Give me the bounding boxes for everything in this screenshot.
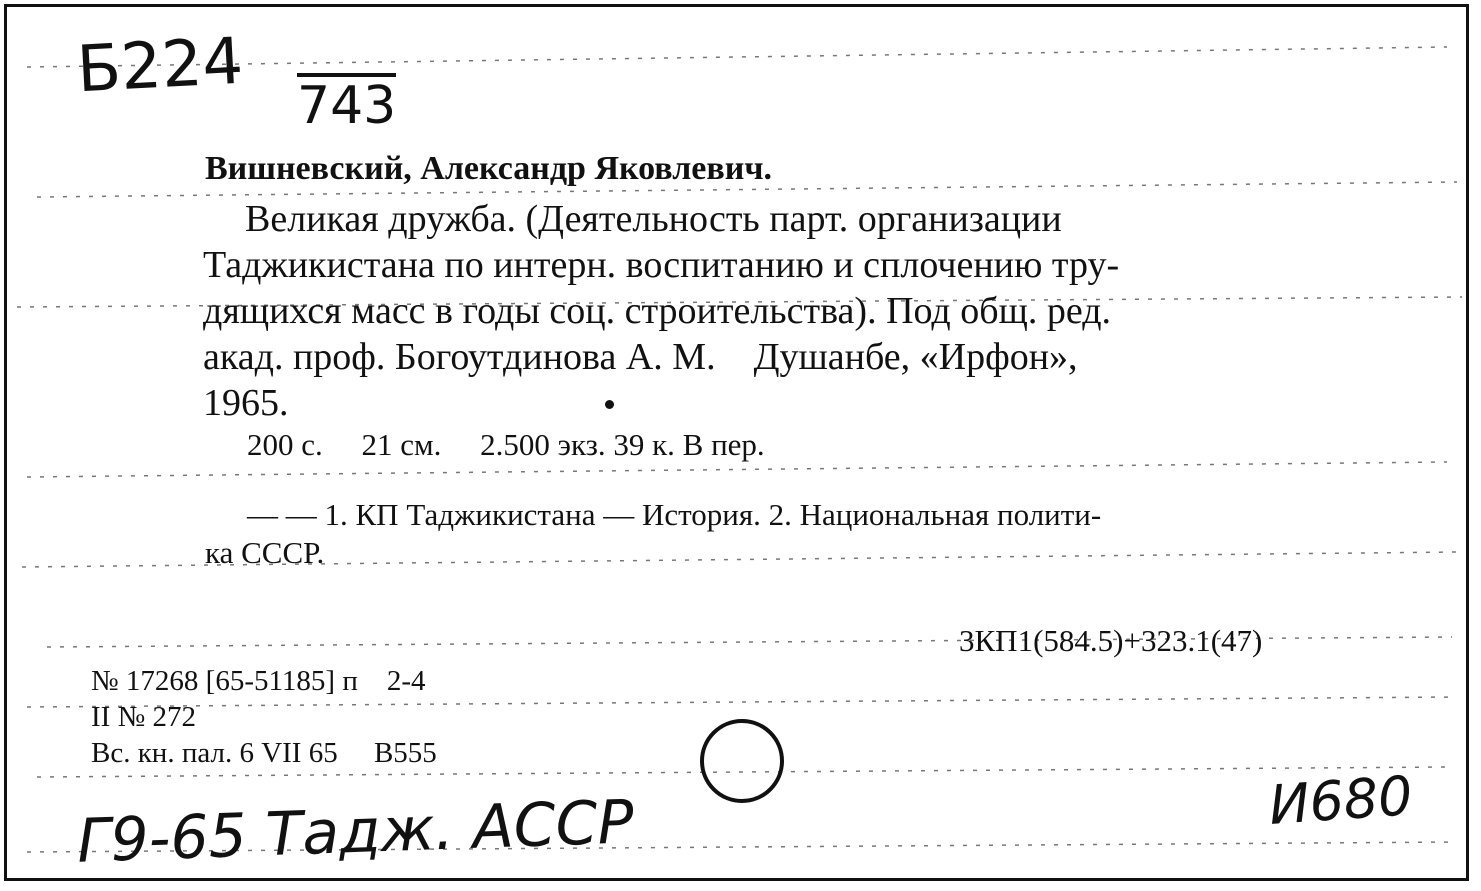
chamber-line: Вс. кн. пал. 6 VII 65 B555 [91, 737, 437, 769]
punch-hole [700, 719, 784, 803]
collation-line: 200 с. 21 см. 2.500 экз. 39 к. В пер. [247, 427, 765, 462]
part-number: II № 272 [91, 701, 196, 733]
catalog-card [4, 4, 1469, 881]
handwritten-right-note: И680 [1266, 764, 1415, 837]
author-heading: Вишневский, Александр Яковлевич. [205, 150, 773, 187]
title-line-4: акад. проф. Богоутдинова А. М. Душанбе, «Ирфон», [203, 336, 1078, 378]
record-number: № 17268 [65-51185] п 2-4 [91, 665, 426, 697]
handwritten-bottom-note: Г9-65 Тадж. АССР [75, 787, 635, 877]
subjects-line-2: ка СССР. [205, 535, 325, 570]
title-line-2: Таджикистана по интерн. воспитанию и сплочению тру- [203, 244, 1120, 286]
shelf-mark: Б224 [75, 24, 245, 108]
title-line-3: дящихся масс в годы соц. строительства). Под общ. ред. [203, 290, 1112, 332]
title-line-1: Великая дружба. (Деятельность парт. организации [245, 198, 1062, 240]
title-line-5: 1965. [203, 382, 289, 424]
subjects-line-1: — — 1. КП Таджикистана — История. 2. Национальная полити- [247, 497, 1102, 532]
shelf-mark-sub: 743 [297, 73, 396, 135]
classification-code: 3КП1(584.5)+323.1(47) [959, 623, 1263, 658]
ink-dot [605, 400, 614, 409]
